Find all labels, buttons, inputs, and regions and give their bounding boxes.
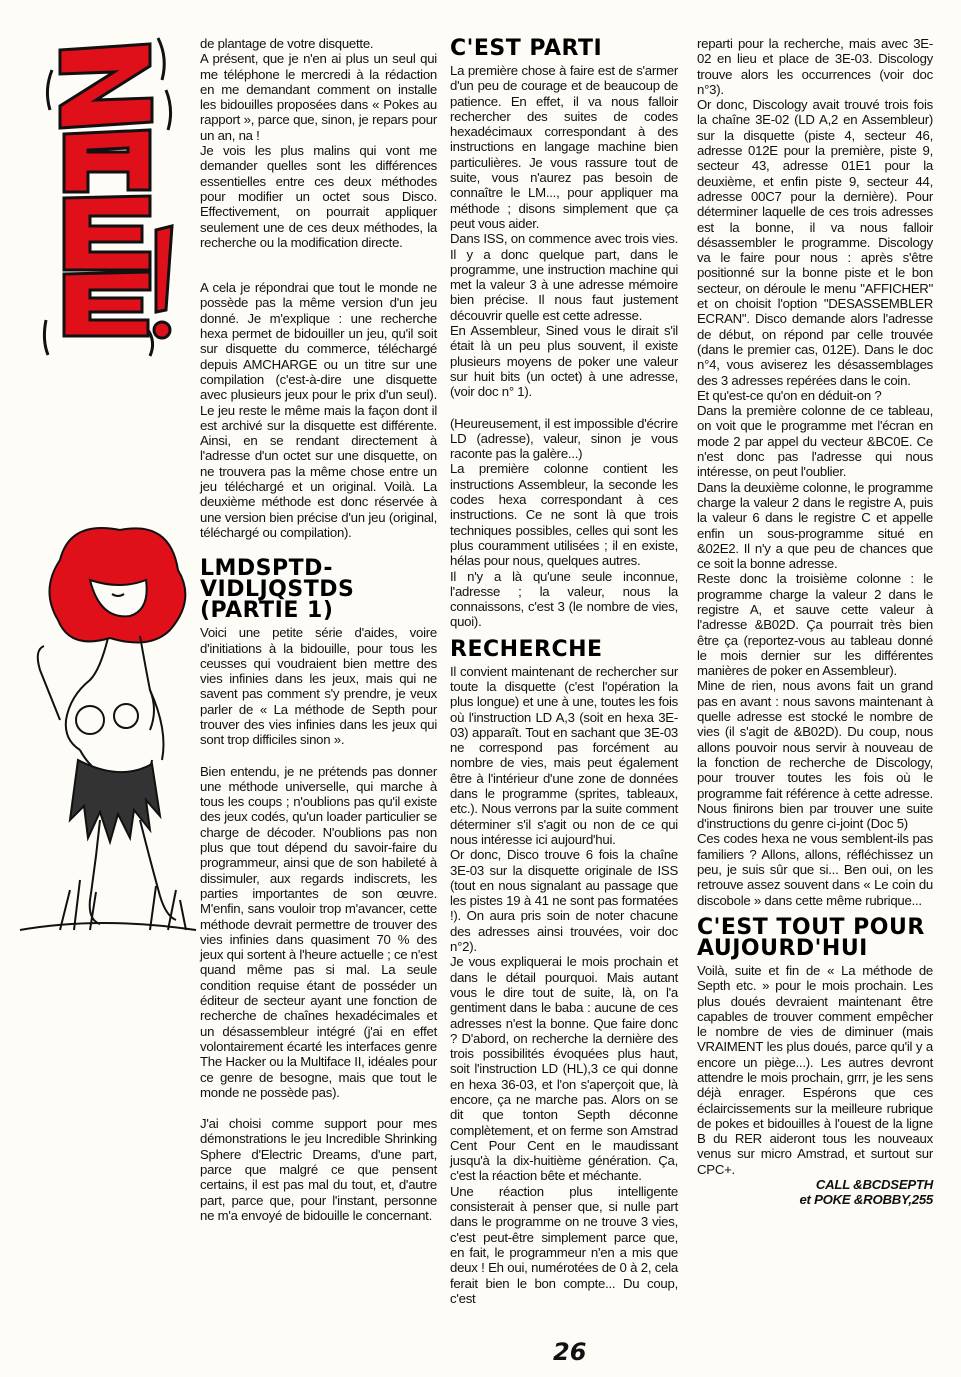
- paragraph: Or donc, Discology avait trouvé trois fois la chaîne 3E-02 (LD A,2 en Assembleur) sur la disquette (piste 4, secteur 46, adresse 012E pour la première, piste 9, secteur 43, adresse 01E1 pour la deuxième, et enfin piste 9, secteur 44, adresse 00C7 pour la dernière). Pour déterminer laquelle de ces trois adresses est la bonne, il va nous falloir désassembler le programme. Discology va le faire pour nous : après s'être positionné sur la bonne piste et le bon secteur, on déroule le menu "AFFICHER" et on choisit l'option "DESASSEMBLER ECRAN". Disco demande alors l'adresse de début, on répond par celle trouvée (dans le premier cas, 012E). Dans le doc n°4, vous aviserez les désassemblages des 3 adresses repérées dans le coin.: [697, 97, 933, 388]
- section-heading-cest-parti: C'EST PARTI: [450, 36, 603, 61]
- paragraph: La première chose à faire est de s'armer d'un peu de courage et de beaucoup de patience. En effet, il va nous falloir rechercher des suites de codes hexadécimaux correspondant à des instructions en langage machine bien particulières. Je vous rassure tout de suite, vous n'aurez pas besoin de connaître le LM..., pour appliquer ma méthode ; disons simplement que ça peut vous aider.: [450, 63, 678, 231]
- column-1: [200, 36, 437, 1223]
- signature-line-1: CALL &BCDSEPTH: [815, 1177, 933, 1193]
- grass-skirt: [70, 760, 160, 842]
- paragraph: reparti pour la recherche, mais avec 3E-02 en lieu et place de 3E-03. Discology trouve alors les occurrences (voir doc n°3).: [697, 36, 933, 97]
- paragraph: Et qu'est-ce qu'on en déduit-on ?: [697, 387, 882, 403]
- paragraph: de plantage de votre disquette.: [200, 36, 374, 51]
- paragraph: Ces codes hexa ne vous semblent-ils pas familiers ? Allons, allons, réfléchissez un peu, je suis sûr que si... Ben oui, on les retrouve assez souvent dans « Le coin du discobole » dans cette même rubrique...: [697, 831, 933, 908]
- paragraph: Dans la première colonne de ce tableau, on voit que le programme met l'écran en mode 2 par appel du vecteur &BC0E. Ce n'est donc pas l'adresse qui nous intéresse, on peut l'oublier.: [697, 403, 933, 480]
- zaeew-logo: [38, 30, 178, 360]
- column-2: [450, 36, 678, 1306]
- paragraph: (Heureusement, il est impossible d'écrire LD (adresse), valeur, sinon je vous raconte pas la galère...): [450, 415, 678, 462]
- paragraph: J'ai choisi comme support pour mes démonstrations le jeu Incredible Shrinking Sphere d'Electric Dreams, d'une part, parce que malgré ce que pensent certains, il est pas mal du tout, et, d'autre part, parce que, pour l'instant, personne ne m'a envoyé de bidouille le concernant.: [200, 1116, 437, 1223]
- paragraph: Voilà, suite et fin de « La méthode de Septh etc. » pour le mois prochain. Les plus doués devraient maintenant être capables de trouver comment empêcher le nombre de vies de diminuer (mais VRAIMENT les plus doués, parce qu'il y a encore un piège...). Les autres devront attendre le mois prochain, grrr, je les sens déjà enrager. Espérons que ces éclaircissements sur la meilleure rubrique de pokes et bidouilles à l'ouest de la ligne B du RER aideront tous les nouveaux venus sur micro Amstrad, et surtout sur CPC+.: [697, 962, 933, 1177]
- paragraph: Mine de rien, nous avons fait un grand pas en avant : nous savons maintenant à quelle adresse est stocké le nombre de vies (il s'agit de &B02D). Du coup, nous allons pouvoir nous servir à nouveau de la fonction de recherche de Discology, pour trouver toutes les fois où le programme fait référence à cette adresse. Nous finirons bien par trouver une suite d'instructions du genre ci-joint (Doc 5): [697, 678, 933, 832]
- section-heading-recherche: RECHERCHE: [450, 636, 603, 662]
- paragraph: Il convient maintenant de rechercher sur toute la disquette (c'est l'opération la plus longue) et une à une, toutes les fois où l'instruction LD A,3 (soit en hexa 3E-03) apparaît. Tout en sachant que 3E-03 ne correspond pas forcément au nombre de vies, mais peut également être à l'intérieur d'une zone de données dans le programme (sprites, tableaux, etc.). Nous verrons par la suite comment déterminer s'il s'agit ou non de ce qui nous intéresse ici aujourd'hui.: [450, 663, 678, 847]
- paragraph: A présent, que je n'en ai plus un seul qui me téléphone le mercredi à la rédaction en me demandant comment on installe les bidouilles proposées dans « Pokes au rapport », parce que, sinon, je repars pour un an, na !: [200, 51, 437, 143]
- paragraph: Reste donc la troisième colonne : le programme charge la valeur 2 dans le registre A, et sauve cette valeur à l'adresse &B02D. Ça pourrait très bien être ça (reportez-vous au tableau donné le mois dernier sur les différentes manières de poker en Assembleur).: [697, 571, 933, 679]
- column-3: [697, 36, 933, 1208]
- paragraph: Dans ISS, on commence avec trois vies. Il y a donc quelque part, dans le programme, une instruction machine qui met la valeur 3 à une adresse mémoire bien précise. Il nous faut justement découvrir quelle est cette adresse.: [450, 231, 678, 323]
- page-number: 26: [553, 1338, 587, 1366]
- paragraph: Une réaction plus intelligente consisterait à penser que, si nulle part dans le programme on ne trouve 3 vies, c'est peut-être simplement parce que, en fait, le programmeur n'en a mis que deux ! Eh oui, numérotées de 0 à 2, cela ferait bien le bon compte... Du coup, c'est: [450, 1183, 678, 1306]
- paragraph: Je vous expliquerai le mois prochain et dans le détail pourquoi. Mais autant vous le dire tout de suite, là, on l'a gentiment dans le baba : aucune de ces adresses n'est la bonne. Que faire donc ? D'abord, on recherche la dernière des trois possibilités évoquées plus haut, soit l'instruction LD (HL),3 ce qui donne en hexa 36-03, et l'on s'aperçoit que, là encore, ça ne marche pas. Alors on se dit que tonton Septh déconne complètement, et on ferme son Amstrad Cent Pour Cent en le maudissant jusqu'à la dix-huitième génération. Ça, c'est la réaction bête et méchante.: [450, 954, 678, 1184]
- cartoon-illustration: [0, 520, 200, 940]
- paragraph: Il n'y a là qu'une seule inconnue, l'adresse ; la valeur, nous la connaissons, c'est 3 (le nombre de vies, quoi).: [450, 568, 678, 630]
- paragraph: La première colonne contient les instructions Assembleur, la seconde les codes hexa correspondant à ces instructions. Ce ne sont là que trois techniques possibles, celles qui sont les plus couramment utilisées ; il en existe, hélas pour nous, quelques autres.: [450, 461, 678, 569]
- paragraph: Voici une petite série d'aides, voire d'initiations à la bidouille, pour tous les ceusses qui voudraient bien mettre des vies infinies dans les jeux, mais qui ne savent pas comment s'y prendre, je veux parler de « La méthode de Septh pour trouver des vies infinies dans les jeux qui sont trop difficiles sinon ».: [200, 625, 437, 748]
- paragraph: Je vois les plus malins qui vont me demander quelles sont les différences essentielles entre ces deux méthodes pour modifier un octet sous Disco. Effectivement, on pourrait appliquer seulement une de ces deux méthodes, la recherche ou la modification directe.: [200, 143, 437, 250]
- section-heading-cest-tout: C'EST TOUT POUR AUJOURD'HUI: [697, 914, 925, 961]
- paragraph: En Assembleur, Sined vous le dirait s'il était là un peu plus souvent, il existe plusieurs moyens de poker une valeur sur huit bits (un octet) à une adresse, (voir doc n° 1).: [450, 323, 678, 400]
- paragraph: Bien entendu, je ne prétends pas donner une méthode universelle, qui marche à tous les coups ; n'oublions pas qu'il existe des jeux codés, qu'un loader particulier se charge de décoder. N'oublions pas non plus que tout dépend du savoir-faire du programmeur, ainsi que de son habileté à dissimuler, aux regards indiscrets, les parties importantes de son œuvre. M'enfin, sans vouloir trop m'avancer, cette méthode devrait permettre de trouver des vies infinies dans quasiment 70 % des jeux qui sortent à l'heure actuelle ; ce n'est quand même pas si mal. La seule condition requise étant de posséder un éditeur de secteur ayant une fonction de recherche de chaînes hexadécimales et un désassembleur intégré (j'ai en effet volontairement écarté les interfaces genre The Hacker ou la Multiface II, idéales pour ce genre de besogne, mais que tout le monde ne possède pas).: [200, 763, 437, 1100]
- paragraph: Or donc, Disco trouve 6 fois la chaîne 3E-03 sur la disquette originale de ISS (tout en nous signalant au passage que les pistes 19 à 41 ne sont pas formatées !). On aura pris soin de noter chacune des adresses ainsi trouvées, voir doc n°2).: [450, 847, 678, 955]
- paragraph: A cela je répondrai que tout le monde ne possède pas la même version d'un jeu donné. Je m'explique : une recherche hexa permet de bidouiller un jeu, qu'il soit sur disquette du commerce, téléchargé depuis AMCHARGE ou un titre sur une compilation (c'est-à-dire une disquette avec plusieurs jeux pour le prix d'un seul). Le jeu reste le même mais la façon dont il est archivé sur la disquette est différente. Ainsi, en se rendant directement à l'adresse d'un octet sur une disquette, on ne trouvera pas la même chose entre un jeu téléchargé et un original. Voilà. La deuxième méthode est donc réservée à une version bien précise d'un jeu (original, téléchargé ou compilation).: [200, 280, 437, 540]
- section-heading-lmdsptd: LMDSPTD-VIDLJQSTDS (PARTIE 1): [200, 556, 355, 624]
- signature-line-2: et POKE &ROBBY,255: [799, 1192, 933, 1208]
- paragraph: Dans la deuxième colonne, le programme charge la valeur 2 dans le registre A, puis la valeur 6 dans le registre C et appelle enfin un sous-programme situé en &02E2. Il n'y a que peu de chances que ce soit la bonne adresse.: [697, 479, 933, 572]
